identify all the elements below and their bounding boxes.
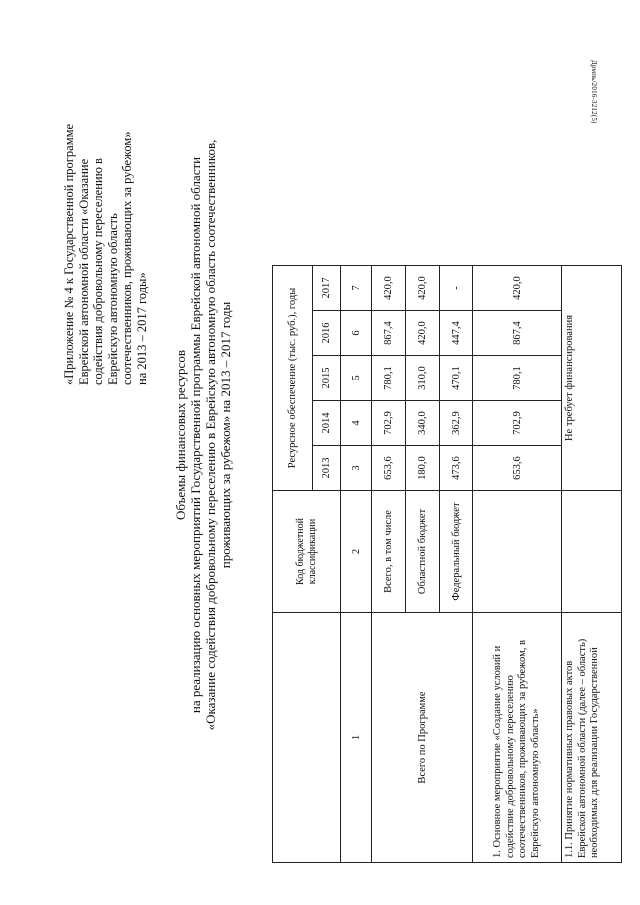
source-cell: Всего, в том числе (372, 491, 406, 613)
col-number: 1 (341, 613, 372, 863)
value-cell: 420,0 (372, 266, 406, 311)
col-number: 6 (341, 311, 372, 356)
value-cell: 420,0 (406, 311, 440, 356)
appendix-line: на 2013 – 2017 годы» (134, 272, 149, 385)
value-cell: 867,4 (473, 311, 562, 356)
value-cell: 653,6 (473, 446, 562, 491)
appendix-line: Еврейской автономной области «Оказание (76, 158, 91, 385)
value-cell: 180,0 (406, 446, 440, 491)
finance-table (272, 265, 622, 863)
header-measure-cell (273, 613, 341, 863)
value-cell: 780,1 (372, 356, 406, 401)
col-number: 4 (341, 401, 372, 446)
value-cell: 447,4 (440, 311, 473, 356)
measure-code-cell (473, 491, 562, 613)
appendix-line: Еврейскую автономную область (105, 213, 120, 385)
appendix-line: соотечественников, проживающих за рубежом» (120, 131, 134, 385)
value-cell: 470,1 (440, 356, 473, 401)
title-line: «Оказание содействия добровольному переселению в Еврейскую автономную область соотечественников, (203, 139, 218, 731)
value-cell: 362,9 (440, 401, 473, 446)
source-cell: Областной бюджет (406, 491, 440, 613)
col-number: 7 (341, 266, 372, 311)
col-number: 2 (341, 491, 372, 613)
document-title (173, 45, 233, 825)
col-number: 5 (341, 356, 372, 401)
header-year: 2015 (313, 356, 341, 401)
appendix-note (62, 25, 149, 385)
value-cell: 867,4 (372, 311, 406, 356)
total-label: Всего по Программе (372, 613, 473, 863)
no-funding-note: Не требует финансирования (562, 266, 622, 491)
source-cell: Федеральный бюджет (440, 491, 473, 613)
col-number: 3 (341, 446, 372, 491)
value-cell: 310,0 (406, 356, 440, 401)
value-cell: - (440, 266, 473, 311)
appendix-line: содействия добровольному переселению в (91, 158, 105, 385)
submeasure-code-cell (562, 491, 622, 613)
title-line: проживающих за рубежом» на 2013 – 2017 годы (218, 301, 233, 569)
header-resources: Ресурсное обеспечение (тыс. руб.), годы (273, 266, 313, 491)
header-year: 2014 (313, 401, 341, 446)
document-code: Дрмпь/2016-3212(5) (590, 60, 598, 124)
measure-name: 1. Основное мероприятие «Создание условий и содействие добровольному переселению соотечественников, проживающих за рубежом, в Еврейскую автономную область» (473, 613, 562, 863)
submeasure-name: 1.1. Принятие нормативных правовых актов Еврейской автономной области (далее – область) необходимых для реализации Государственной (562, 613, 622, 863)
value-cell: 340,0 (406, 401, 440, 446)
header-year: 2016 (313, 311, 341, 356)
title-line: Объемы финансовых ресурсов (173, 350, 188, 520)
value-cell: 420,0 (473, 266, 562, 311)
value-cell: 702,9 (372, 401, 406, 446)
value-cell: 420,0 (406, 266, 440, 311)
header-year: 2013 (313, 446, 341, 491)
appendix-line: «Приложение № 4 к Государственной программе (62, 123, 76, 385)
value-cell: 780,1 (473, 356, 562, 401)
header-year: 2017 (313, 266, 341, 311)
value-cell: 653,6 (372, 446, 406, 491)
value-cell: 702,9 (473, 401, 562, 446)
value-cell: 473,6 (440, 446, 473, 491)
title-line: на реализацию основных мероприятий Государственной программы Еврейской автономной области (188, 156, 203, 714)
header-code: Код бюджетной классификации (273, 491, 341, 613)
